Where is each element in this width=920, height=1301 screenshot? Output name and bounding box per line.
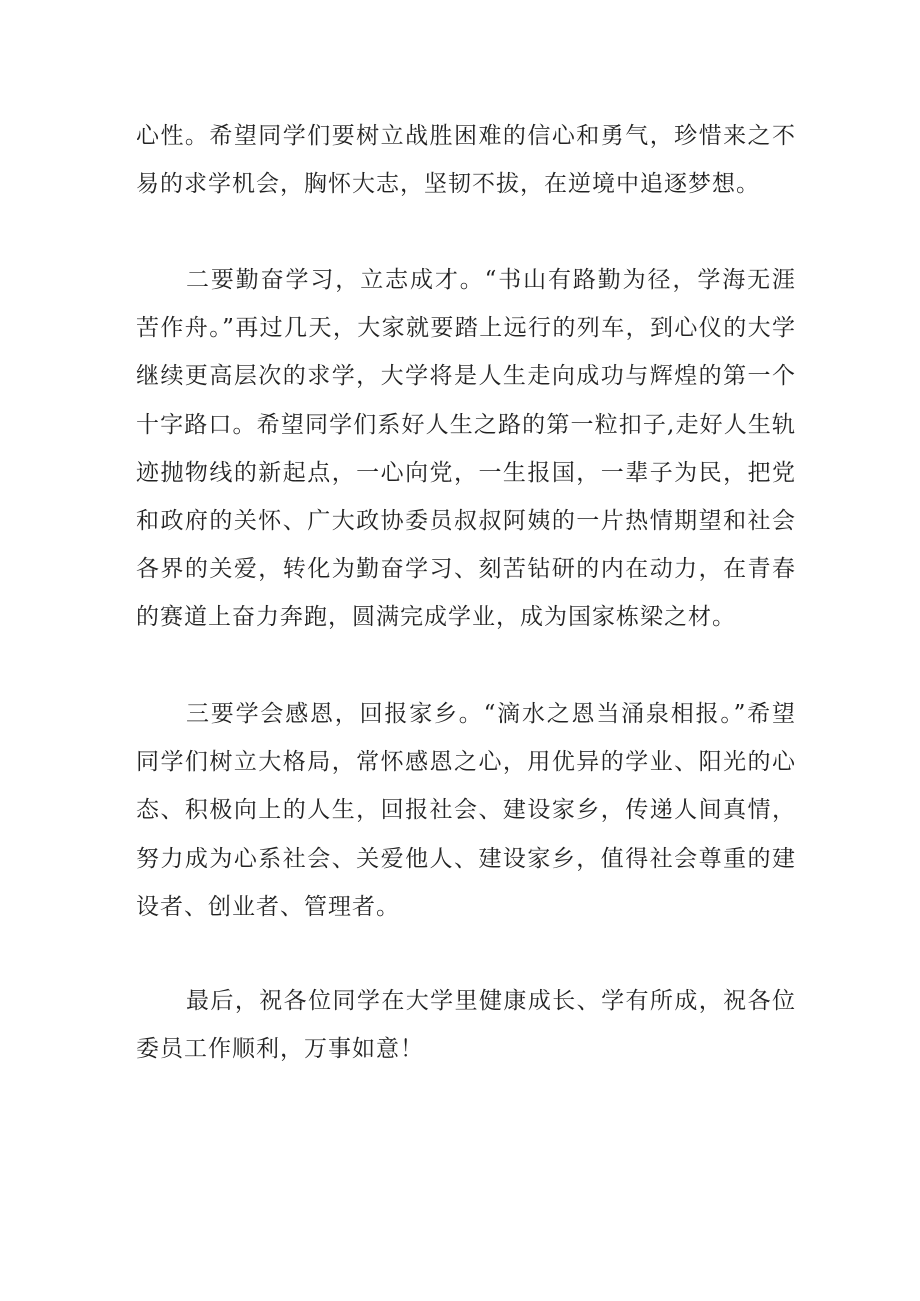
paragraph-continuation: 心性。希望同学们要树立战胜困难的信心和勇气，珍惜来之不易的求学机会，胸怀大志，坚韧不拔，在逆境中追逐梦想。 — [136, 123, 796, 198]
paragraph-gratitude: 三要学会感恩，回报家乡。“滴水之恩当涌泉相报。”希望同学们树立大格局，常怀感恩之心，用优异的学业、阳光的心态、积极向上的人生，回报社会、建设家乡，传递人间真情，努力成为心系社会、关爱他人、建设家乡，值得社会尊重的建设者、创业者、管理者。 — [136, 701, 796, 920]
paragraph-closing-wishes: 最后，祝各位同学在大学里健康成长、学有所成，祝各位委员工作顺利，万事如意！ — [136, 988, 796, 1063]
paragraph-study-hard: 二要勤奋学习，立志成才。“书山有路勤为径，学海无涯苦作舟。”再过几天，大家就要踏上远行的列车，到心仪的大学继续更高层次的求学，大学将是人生走向成功与辉煌的第一个十字路口。希望同学们系好人生之路的第一粒扣子,走好人生轨迹抛物线的新起点，一心向党，一生报国，一辈子为民，把党和政府的关怀、广大政协委员叔叔阿姨的一片热情期望和社会各界的关爱，转化为勤奋学习、刻苦钻研的内在动力，在青春的赛道上奋力奔跑，圆满完成学业，成为国家栋梁之材。 — [136, 267, 796, 631]
